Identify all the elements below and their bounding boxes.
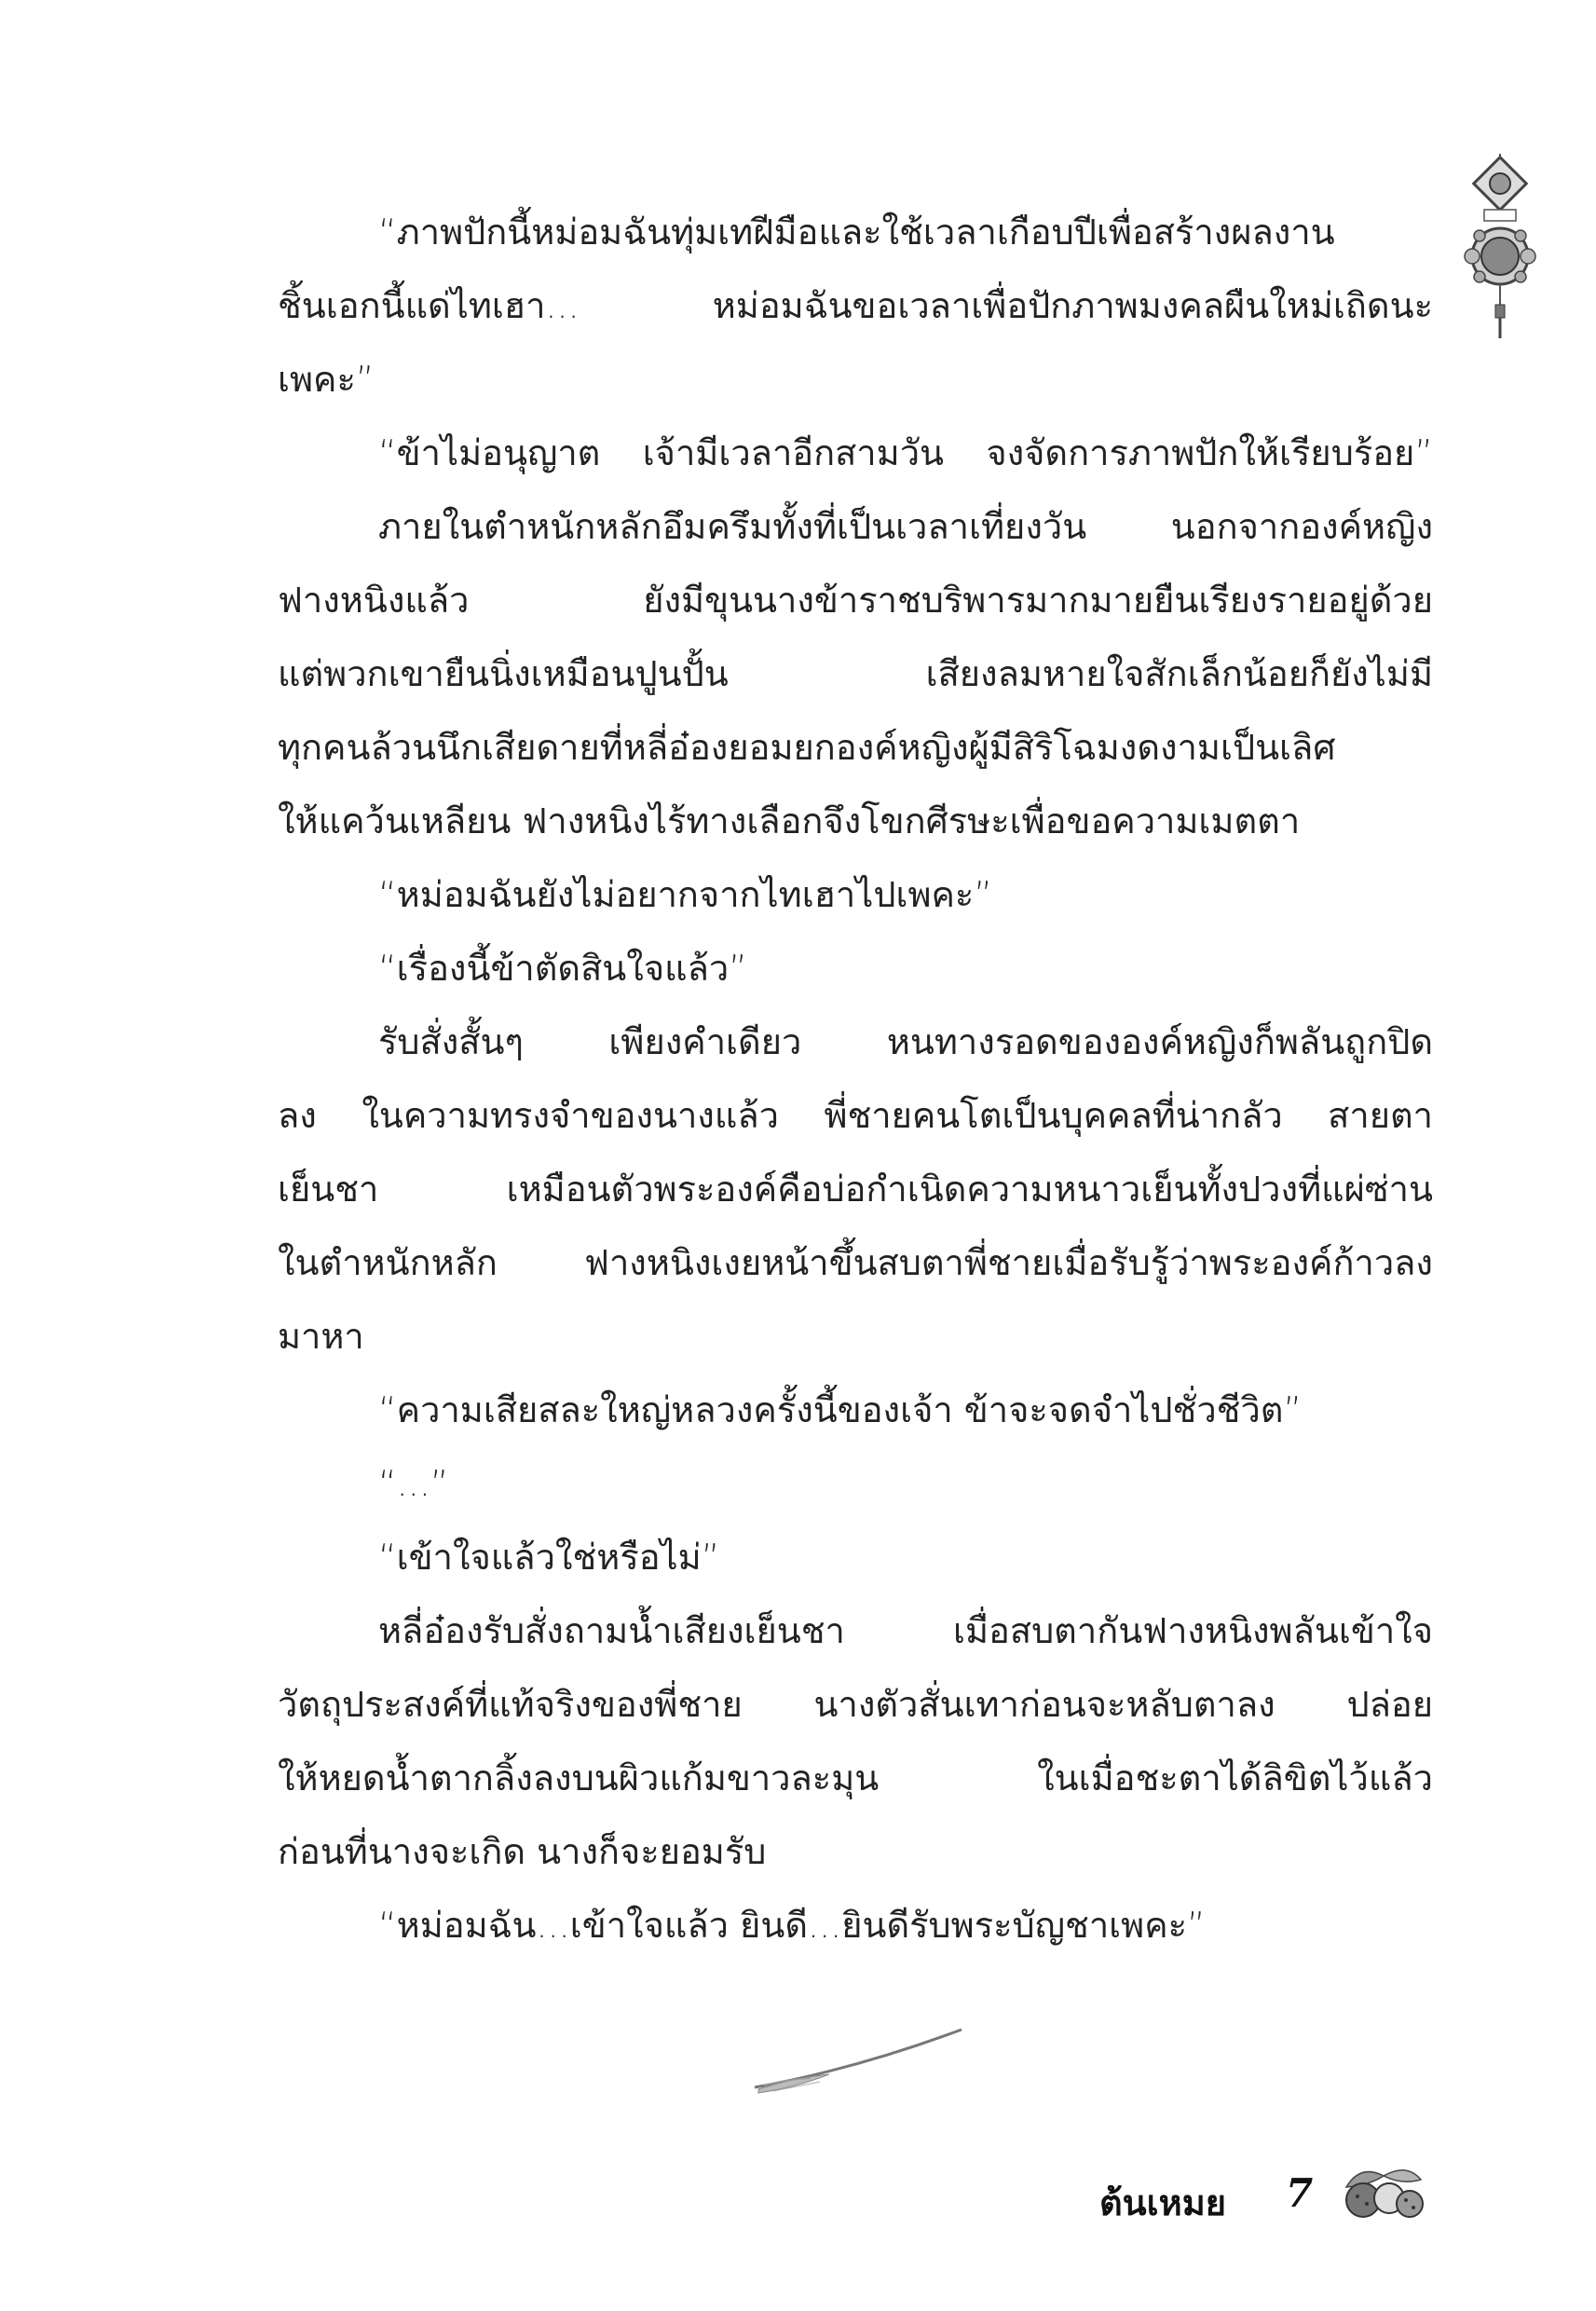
book-title: ต้นเหมย: [1099, 2181, 1227, 2223]
text-line: “เรื่องนี้ข้าตัดสินใจแล้ว”: [378, 948, 747, 989]
text-line: “ข้าไม่อนุญาต เจ้ามีเวลาอีกสามวัน จงจัดการภาพปักให้เรียบร้อย”: [378, 432, 1433, 473]
feather-divider-icon: [745, 2022, 969, 2106]
text-line: “...”: [378, 1463, 449, 1504]
text-line: มาหา: [278, 1316, 364, 1357]
text-line: ภายในตำหนักหลักอึมครึมทั้งที่เป็นเวลาเที่ยงวัน นอกจากองค์หญิง: [378, 506, 1433, 547]
page-number: 7: [1286, 2170, 1314, 2216]
text-line: ให้หยดน้ำตากลิ้งลงบนผิวแก้มขาวละมุน ในเมื่อชะตาได้ลิขิตไว้แล้ว: [278, 1757, 1433, 1798]
body-text: [278, 196, 1433, 1962]
text-line: “เข้าใจแล้วใช่หรือไม่”: [378, 1537, 720, 1578]
text-line: ทุกคนล้วนนึกเสียดายที่หลี่อ๋องยอมยกองค์หญิงผู้มีสิริโฉมงดงามเป็นเลิศ: [278, 727, 1336, 768]
text-line: ลง ในความทรงจำของนางแล้ว พี่ชายคนโตเป็นบุคคลที่น่ากลัว สายตา: [278, 1095, 1433, 1136]
text-line: วัตถุประสงค์ที่แท้จริงของพี่ชาย นางตัวสั่นเทาก่อนจะหลับตาลง ปล่อย: [278, 1684, 1433, 1725]
text-line: ชิ้นเอกนี้แด่ไทเฮา... หม่อมฉันขอเวลาเพื่อปักภาพมงคลผืนใหม่เถิดนะ: [278, 285, 1433, 326]
text-line: เพคะ”: [278, 359, 375, 400]
text-line: “หม่อมฉันยังไม่อยากจากไทเฮาไปเพคะ”: [378, 874, 993, 915]
text-line: หลี่อ๋องรับสั่งถามน้ำเสียงเย็นชา เมื่อสบตากันฟางหนิงพลันเข้าใจ: [378, 1610, 1433, 1651]
lychee-fruit-icon: [1328, 2159, 1430, 2224]
text-line: ก่อนที่นางจะเกิด นางก็จะยอมรับ: [278, 1831, 767, 1872]
text-line: รับสั่งสั้นๆ เพียงคำเดียว หนทางรอดขององค์หญิงก็พลันถูกปิด: [378, 1021, 1433, 1062]
text-line: “ภาพปักนี้หม่อมฉันทุ่มเทฝีมือและใช้เวลาเกือบปีเพื่อสร้างผลงาน: [378, 212, 1335, 253]
text-line: “ความเสียสละใหญ่หลวงครั้งนี้ของเจ้า ข้าจะจดจำไปชั่วชีวิต”: [378, 1389, 1303, 1430]
text-line: ฟางหนิงแล้ว ยังมีขุนนางข้าราชบริพารมากมายยืนเรียงรายอยู่ด้วย: [278, 580, 1433, 621]
text-line: “หม่อมฉัน...เข้าใจแล้ว ยินดี...ยินดีรับพระบัญชาเพคะ”: [378, 1905, 1206, 1946]
lantern-ornament-icon: [1461, 154, 1540, 340]
text-line: แต่พวกเขายืนนิ่งเหมือนปูนปั้น เสียงลมหายใจสักเล็กน้อยก็ยังไม่มี: [278, 653, 1433, 694]
text-line: ในตำหนักหลัก ฟางหนิงเงยหน้าขึ้นสบตาพี่ชายเมื่อรับรู้ว่าพระองค์ก้าวลง: [278, 1242, 1433, 1283]
text-line: ให้แคว้นเหลียน ฟางหนิงไร้ทางเลือกจึงโขกศีรษะเพื่อขอความเมตตา: [278, 800, 1301, 841]
text-line: เย็นชา เหมือนตัวพระองค์คือบ่อกำเนิดความหนาวเย็นทั้งปวงที่แผ่ซ่าน: [278, 1169, 1433, 1210]
page-footer: [1099, 2167, 1472, 2241]
